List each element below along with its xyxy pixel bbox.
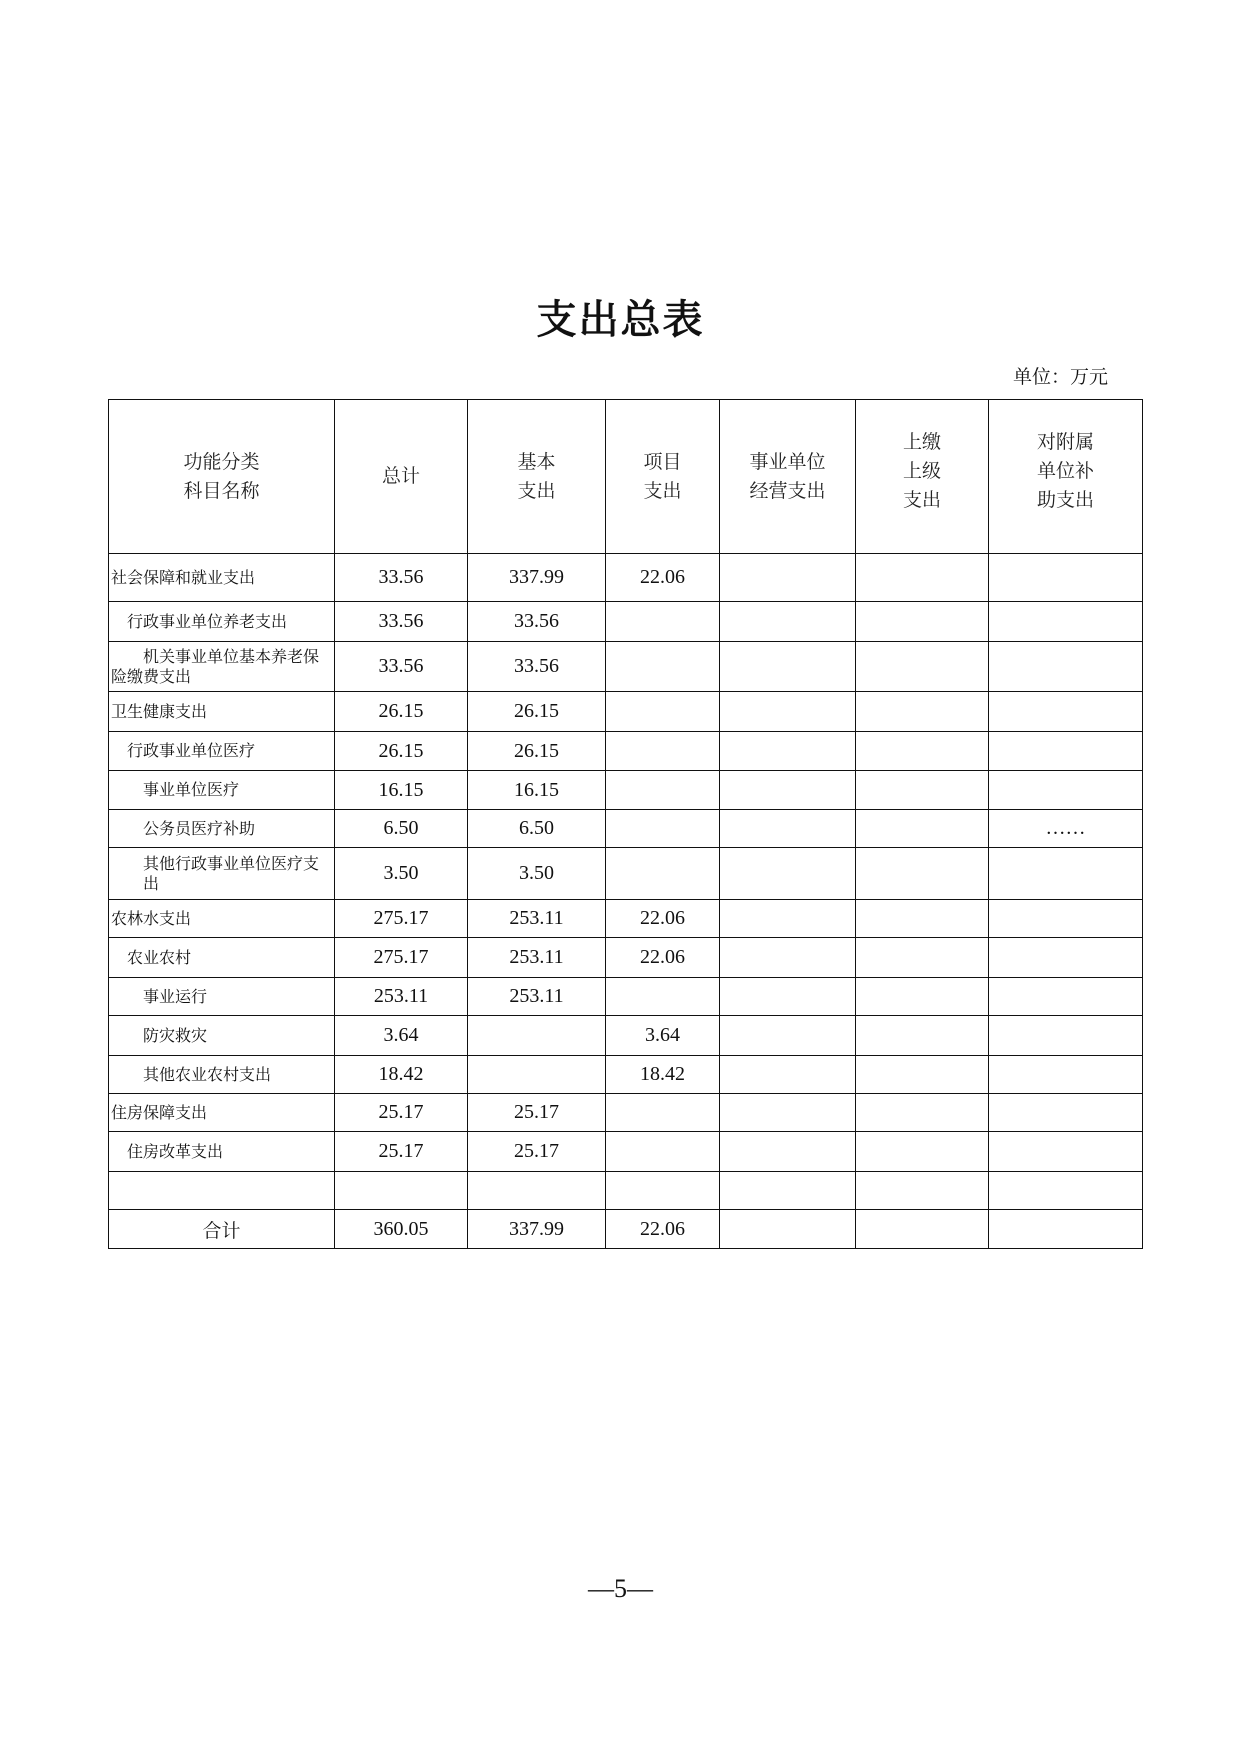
table-row (109, 692, 1143, 732)
row-value-cell (720, 602, 856, 642)
column-header: 上缴 上级 支出 (856, 400, 989, 554)
row-category-name: 卫生健康支出 (109, 692, 335, 732)
row-value-cell (989, 692, 1143, 732)
row-value-cell: 22.06 (606, 554, 720, 602)
column-header: 基本 支出 (468, 400, 606, 554)
row-value-cell (606, 848, 720, 900)
total-value-cell: 22.06 (606, 1210, 720, 1249)
row-value-cell (856, 1172, 989, 1210)
row-value-cell (606, 978, 720, 1016)
row-value-cell (720, 732, 856, 771)
table-row (109, 1056, 1143, 1094)
row-value-cell (720, 1094, 856, 1132)
row-value-cell: 26.15 (335, 692, 468, 732)
row-value-cell (606, 732, 720, 771)
row-category-name: 社会保障和就业支出 (109, 554, 335, 602)
row-value-cell: 3.64 (335, 1016, 468, 1056)
row-value-cell (989, 1094, 1143, 1132)
row-value-cell (856, 692, 989, 732)
row-value-cell (989, 900, 1143, 938)
row-value-cell (720, 771, 856, 810)
row-value-cell: 26.15 (468, 692, 606, 732)
row-value-cell (856, 642, 989, 692)
row-value-cell (989, 1172, 1143, 1210)
row-value-cell (720, 1016, 856, 1056)
row-value-cell (856, 848, 989, 900)
row-value-cell: 25.17 (335, 1094, 468, 1132)
row-value-cell: 253.11 (468, 900, 606, 938)
row-value-cell (856, 771, 989, 810)
table-row (109, 1094, 1143, 1132)
row-category-name: 公务员医疗补助 (109, 810, 335, 848)
row-value-cell: 25.17 (468, 1094, 606, 1132)
total-row (109, 1210, 1143, 1249)
row-value-cell (720, 1172, 856, 1210)
row-value-cell (606, 810, 720, 848)
row-value-cell (720, 554, 856, 602)
row-value-cell (606, 1094, 720, 1132)
row-value-cell (720, 938, 856, 978)
total-label: 合计 (109, 1210, 335, 1249)
row-value-cell (989, 848, 1143, 900)
row-value-cell (720, 900, 856, 938)
row-value-cell (720, 692, 856, 732)
row-value-cell (606, 602, 720, 642)
row-value-cell (989, 1056, 1143, 1094)
row-value-cell (606, 1172, 720, 1210)
row-value-cell: 337.99 (468, 554, 606, 602)
row-category-name: 农林水支出 (109, 900, 335, 938)
unit-label: 单位：万元 (1013, 366, 1109, 388)
row-value-cell (468, 1056, 606, 1094)
row-value-cell: 22.06 (606, 938, 720, 978)
row-category-name: 事业单位医疗 (109, 771, 335, 810)
row-value-cell (856, 978, 989, 1016)
row-value-cell (989, 1016, 1143, 1056)
row-value-cell: 26.15 (468, 732, 606, 771)
row-value-cell (989, 978, 1143, 1016)
row-value-cell: 22.06 (606, 900, 720, 938)
row-category-name (109, 1172, 335, 1210)
row-value-cell (856, 554, 989, 602)
row-value-cell: 33.56 (468, 642, 606, 692)
table-row (109, 938, 1143, 978)
table-row (109, 642, 1143, 692)
total-value-cell (856, 1210, 989, 1249)
row-category-name: 行政事业单位医疗 (109, 732, 335, 771)
row-value-cell: 33.56 (335, 554, 468, 602)
row-value-cell: 26.15 (335, 732, 468, 771)
row-category-name: 农业农村 (109, 938, 335, 978)
row-category-name: 机关事业单位基本养老保险缴费支出 (109, 642, 335, 692)
row-value-cell (989, 938, 1143, 978)
column-header: 事业单位 经营支出 (720, 400, 856, 554)
total-value-cell: 337.99 (468, 1210, 606, 1249)
table-row (109, 602, 1143, 642)
row-value-cell (989, 771, 1143, 810)
page-number: —5— (588, 1574, 653, 1603)
row-value-cell (720, 978, 856, 1016)
row-value-cell (856, 602, 989, 642)
row-value-cell (989, 642, 1143, 692)
row-value-cell: 25.17 (468, 1132, 606, 1172)
row-value-cell (720, 1132, 856, 1172)
row-value-cell (856, 1016, 989, 1056)
table-row (109, 1016, 1143, 1056)
column-header: 对附属 单位补 助支出 (989, 400, 1143, 554)
table-row (109, 1172, 1143, 1210)
row-value-cell (335, 1172, 468, 1210)
row-value-cell: 33.56 (335, 642, 468, 692)
page-title: 支出总表 (536, 297, 705, 343)
row-value-cell: 16.15 (335, 771, 468, 810)
row-value-cell (468, 1172, 606, 1210)
row-value-cell (720, 642, 856, 692)
row-value-cell: 253.11 (468, 978, 606, 1016)
row-category-name: 其他行政事业单位医疗支出 (109, 848, 335, 900)
row-value-cell: 18.42 (606, 1056, 720, 1094)
row-category-name: 事业运行 (109, 978, 335, 1016)
row-category-name: 防灾救灾 (109, 1016, 335, 1056)
table-row (109, 810, 1143, 848)
row-value-cell (989, 602, 1143, 642)
row-value-cell: 25.17 (335, 1132, 468, 1172)
row-value-cell: 6.50 (468, 810, 606, 848)
row-value-cell: 275.17 (335, 900, 468, 938)
row-value-cell: 3.50 (468, 848, 606, 900)
row-value-cell (856, 732, 989, 771)
row-value-cell: 18.42 (335, 1056, 468, 1094)
row-value-cell (989, 732, 1143, 771)
expenditure-table (108, 399, 1143, 1249)
row-value-cell (606, 771, 720, 810)
row-value-cell (856, 938, 989, 978)
row-value-cell (606, 692, 720, 732)
table-row (109, 732, 1143, 771)
row-value-cell (856, 1056, 989, 1094)
table-row (109, 1132, 1143, 1172)
row-value-cell: 3.64 (606, 1016, 720, 1056)
row-value-cell: 6.50 (335, 810, 468, 848)
row-value-cell (720, 810, 856, 848)
row-value-cell: …… (989, 810, 1143, 848)
total-value-cell: 360.05 (335, 1210, 468, 1249)
row-category-name: 住房保障支出 (109, 1094, 335, 1132)
row-category-name: 其他农业农村支出 (109, 1056, 335, 1094)
row-value-cell: 3.50 (335, 848, 468, 900)
table-row (109, 848, 1143, 900)
row-value-cell (856, 900, 989, 938)
header-row (109, 400, 1143, 554)
row-value-cell: 33.56 (335, 602, 468, 642)
column-header: 总计 (335, 400, 468, 554)
row-value-cell: 275.17 (335, 938, 468, 978)
row-value-cell (989, 554, 1143, 602)
row-value-cell: 253.11 (468, 938, 606, 978)
row-value-cell: 16.15 (468, 771, 606, 810)
row-value-cell (606, 642, 720, 692)
row-value-cell (989, 1132, 1143, 1172)
row-value-cell (720, 848, 856, 900)
row-value-cell (856, 1132, 989, 1172)
column-header: 功能分类 科目名称 (109, 400, 335, 554)
row-category-name: 住房改革支出 (109, 1132, 335, 1172)
table-row (109, 554, 1143, 602)
row-value-cell (606, 1132, 720, 1172)
row-value-cell: 33.56 (468, 602, 606, 642)
table-row (109, 771, 1143, 810)
row-category-name: 行政事业单位养老支出 (109, 602, 335, 642)
column-header: 项目 支出 (606, 400, 720, 554)
total-value-cell (720, 1210, 856, 1249)
row-value-cell: 253.11 (335, 978, 468, 1016)
row-value-cell (468, 1016, 606, 1056)
row-value-cell (856, 1094, 989, 1132)
total-value-cell (989, 1210, 1143, 1249)
row-value-cell (856, 810, 989, 848)
table-row (109, 900, 1143, 938)
table-row (109, 978, 1143, 1016)
row-value-cell (720, 1056, 856, 1094)
